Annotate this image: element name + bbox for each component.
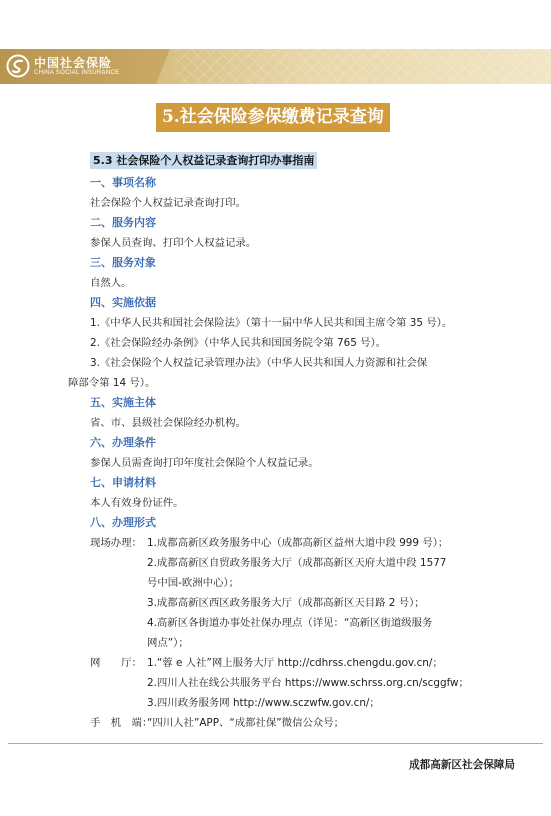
footer-organization: 成都高新区社会保障局	[409, 759, 515, 771]
logo-text-en: CHINA SOCIAL INSURANCE	[34, 70, 120, 76]
onsite-item-3: 3.成都高新区西区政务服务大厅（成都高新区天目路 2 号）；	[147, 597, 425, 609]
text-materials: 本人有效身份证件。	[90, 497, 184, 509]
logo-panel	[0, 49, 156, 84]
onsite-item-4a: 4.高新区各街道办事处社保办理点（详见：“高新区街道级服务	[147, 617, 433, 629]
social-insurance-logo-icon	[6, 54, 30, 78]
text-legal-basis-3b: 障部令第 14 号）。	[68, 377, 156, 389]
mobile-label: 手 机 端：	[90, 717, 153, 729]
text-implementer: 省、市、县级社会保险经办机构。	[90, 417, 246, 429]
text-legal-basis-1: 1.《中华人民共和国社会保险法》（第十一届中华人民共和国主席令第 35 号）。	[90, 317, 453, 329]
heading-conditions: 六、办理条件	[90, 436, 156, 449]
onsite-item-1: 1.成都高新区政务服务中心（成都高新区益州大道中段 999 号）；	[147, 537, 449, 549]
text-service-target: 自然人。	[90, 277, 132, 289]
web-label: 网 厅：	[90, 657, 142, 669]
heading-implementer: 五、实施主体	[90, 396, 156, 409]
heading-service-content: 二、服务内容	[90, 216, 156, 229]
section-title: 5.社会保险参保缴费记录查询	[156, 103, 390, 132]
text-legal-basis-2: 2.《社会保险经办条例》（中华人民共和国国务院令第 765 号）。	[90, 337, 387, 349]
web-item-1: 1.“蓉 e 人社”网上服务大厅 http://cdhrss.chengdu.gov.cn/；	[147, 657, 443, 669]
onsite-item-2b: 号中国-欧洲中心）；	[147, 577, 240, 589]
heading-methods: 八、办理形式	[90, 516, 156, 529]
heading-item-name: 一、事项名称	[90, 176, 156, 189]
onsite-item-4b: 网点”）；	[147, 637, 189, 649]
header-banner	[0, 49, 551, 84]
sub-heading: 5.3 社会保险个人权益记录查询打印办事指南	[90, 152, 317, 169]
web-item-3: 3.四川政务服务网 http://www.sczwfw.gov.cn/；	[147, 697, 380, 709]
heading-materials: 七、申请材料	[90, 476, 156, 489]
onsite-item-2a: 2.成都高新区自贸政务服务大厅（成都高新区天府大道中段 1577	[147, 557, 447, 569]
heading-legal-basis: 四、实施依据	[90, 296, 156, 309]
web-item-2: 2.四川人社在线公共服务平台 https://www.schrss.org.cn/scggfw；	[147, 677, 469, 689]
text-conditions: 参保人员需查询打印年度社会保险个人权益记录。	[90, 457, 319, 469]
text-item-name: 社会保险个人权益记录查询打印。	[90, 197, 246, 209]
text-legal-basis-3a: 3.《社会保险个人权益记录管理办法》（中华人民共和国人力资源和社会保	[90, 357, 428, 369]
footer-divider	[8, 743, 543, 744]
header-pattern	[175, 49, 551, 84]
text-service-content: 参保人员查询、打印个人权益记录。	[90, 237, 257, 249]
onsite-label: 现场办理：	[90, 537, 142, 549]
mobile-item-1: “四川人社”APP、“成都社保”微信公众号；	[147, 717, 345, 729]
heading-service-target: 三、服务对象	[90, 256, 156, 269]
logo-text-cn: 中国社会保险	[34, 56, 113, 70]
